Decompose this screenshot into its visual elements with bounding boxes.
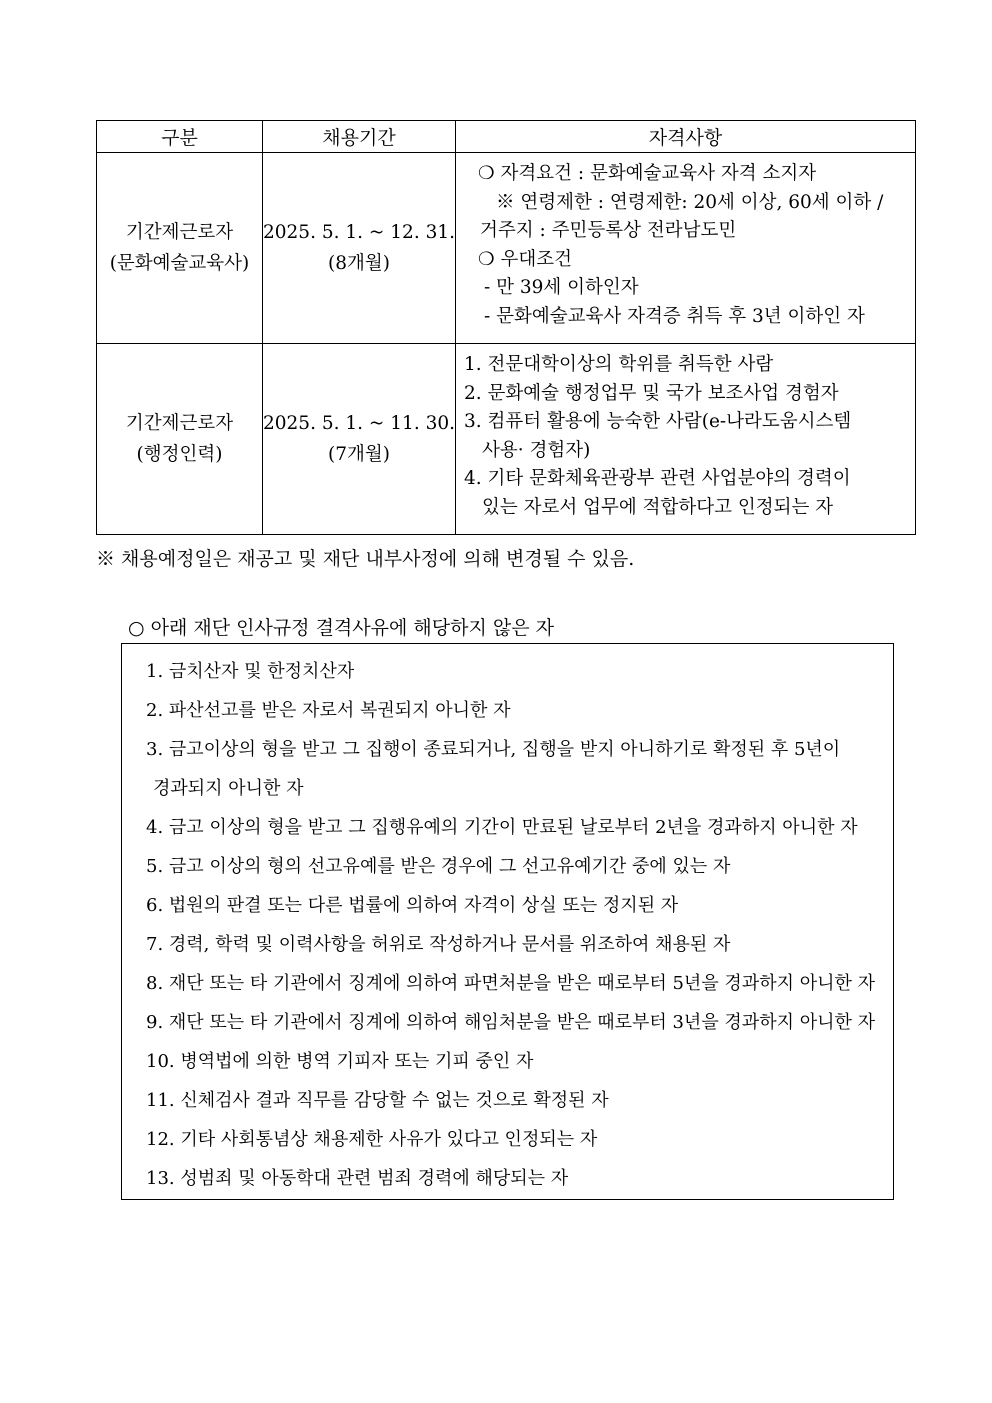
qualification-line: ※ 연령제한 : 연령제한: 20세 이상, 60세 이하 / <box>496 191 884 213</box>
list-item: 3. 금고이상의 형을 받고 그 집행이 종료되거나, 집행을 받지 아니하기로 확정된 후 5년이 <box>146 739 841 760</box>
category-title: 기간제근로자 <box>125 222 234 243</box>
schedule-note: ※ 채용예정일은 재공고 및 재단 내부사정에 의해 변경될 수 있음. <box>96 548 635 570</box>
category-subtitle: (행정인력) <box>136 444 223 465</box>
category-cell <box>97 344 263 535</box>
list-item-continuation: 경과되지 아니한 자 <box>153 778 304 799</box>
category-subtitle: (문화예술교육사) <box>109 253 250 274</box>
list-item: 7. 경력, 학력 및 이력사항을 허위로 작성하거나 문서를 위조하여 채용된 자 <box>146 934 731 955</box>
list-item: 2. 파산선고를 받은 자로서 복권되지 아니한 자 <box>146 700 511 721</box>
list-item: 10. 병역법에 의한 병역 기피자 또는 기피 중인 자 <box>146 1051 534 1072</box>
qualifications-cell <box>456 153 916 344</box>
header-qualifications: 자격사항 <box>456 121 916 153</box>
recruitment-table <box>96 120 916 535</box>
header-category: 구분 <box>97 121 263 153</box>
category-cell <box>97 153 263 344</box>
period-duration: (8개월) <box>328 253 390 274</box>
qualifications-cell <box>456 344 916 535</box>
period-cell <box>263 153 456 344</box>
list-item: 9. 재단 또는 타 기관에서 징계에 의하여 해임처분을 받은 때로부터 3년을 경과하지 아니한 자 <box>146 1012 875 1033</box>
qualification-line: 4. 기타 문화체육관광부 관련 사업분야의 경력이 <box>464 468 851 489</box>
qualification-line: 3. 컴퓨터 활용에 능숙한 사람(e-나라도움시스템 <box>464 411 852 432</box>
list-item: 5. 금고 이상의 형의 선고유예를 받은 경우에 그 선고유예기간 중에 있는 자 <box>146 856 731 877</box>
table-row <box>97 153 916 344</box>
table-header-row <box>97 121 916 153</box>
period-dates: 2025. 5. 1. ~ 12. 31. <box>263 222 456 243</box>
list-item: 13. 성범죄 및 아동학대 관련 범죄 경력에 해당되는 자 <box>146 1168 569 1189</box>
table-row <box>97 344 916 535</box>
qualification-line: 1. 전문대학이상의 학위를 취득한 사람 <box>464 354 774 375</box>
list-item: 12. 기타 사회통념상 채용제한 사유가 있다고 인정되는 자 <box>146 1129 598 1150</box>
qualification-line: ❍ 우대조건 <box>478 248 572 270</box>
period-cell <box>263 344 456 535</box>
list-item: 6. 법원의 판결 또는 다른 법률에 의하여 자격이 상실 또는 정지된 자 <box>146 895 679 916</box>
list-item: 8. 재단 또는 타 기관에서 징계에 의하여 파면처분을 받은 때로부터 5년을 경과하지 아니한 자 <box>146 973 875 994</box>
header-period: 채용기간 <box>263 121 456 153</box>
qualification-line: 있는 자로서 업무에 적합하다고 인정되는 자 <box>482 496 834 518</box>
list-item: 4. 금고 이상의 형을 받고 그 집행유예의 기간이 만료된 날로부터 2년을 경과하지 아니한 자 <box>146 817 858 838</box>
period-duration: (7개월) <box>328 444 390 465</box>
qualification-line: 사용· 경험자) <box>482 439 591 461</box>
qualification-line: ❍ 자격요건 : 문화예술교육사 자격 소지자 <box>478 163 817 184</box>
list-item: 11. 신체검사 결과 직무를 감당할 수 없는 것으로 확정된 자 <box>146 1090 609 1111</box>
list-item: 1. 금치산자 및 한정치산자 <box>146 661 355 682</box>
qualification-line: - 문화예술교육사 자격증 취득 후 3년 이하인 자 <box>484 305 865 327</box>
disqualification-list <box>121 643 894 1200</box>
qualification-line: 2. 문화예술 행정업무 및 국가 보조사업 경험자 <box>464 382 839 404</box>
period-dates: 2025. 5. 1. ~ 11. 30. <box>263 413 456 434</box>
qualification-line: 거주지 : 주민등록상 전라남도민 <box>480 220 737 241</box>
qualification-line: - 만 39세 이하인자 <box>484 277 639 298</box>
disqualification-heading: ○ 아래 재단 인사규정 결격사유에 해당하지 않은 자 <box>128 617 554 639</box>
category-title: 기간제근로자 <box>125 413 234 434</box>
